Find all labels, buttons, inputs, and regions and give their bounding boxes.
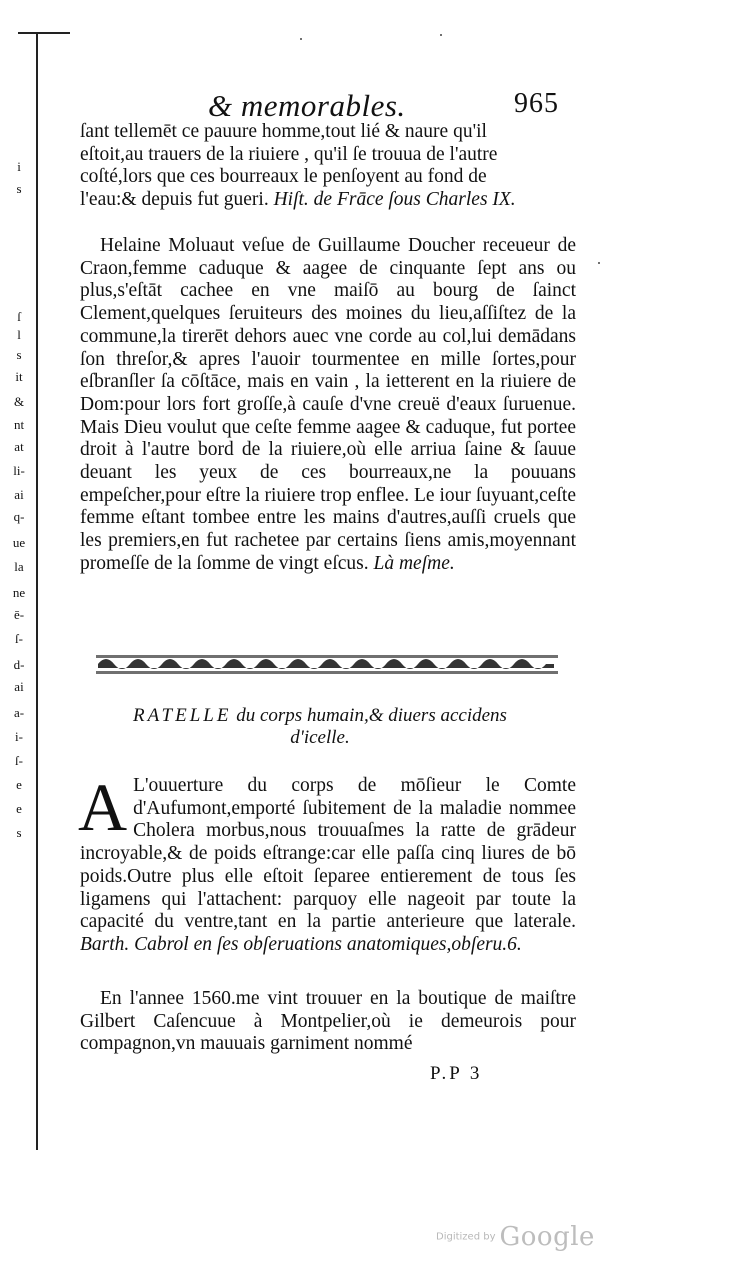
citation: Barth. Cabrol en ſes obſeruations anatomiques,obſeru.6. [80,933,522,955]
margin-fragment: s [16,825,22,840]
margin-fragment: q- [13,509,25,524]
digitized-watermark [436,1222,595,1252]
text-span: l'eau:& depuis fut gueri. [80,189,274,211]
margin-fragment: ſ- [15,631,23,646]
paragraph-continuation [80,121,576,212]
page-number: 965 [514,88,559,119]
margin-fragment: e [16,801,22,816]
scan-border-top [18,32,70,34]
text-line: ſant tellemēt ce pauure homme,tout lié & naure qu'il [80,121,487,142]
text-line: eſtoit,au trauers de la riuiere , qu'il ſe trouua de l'autre [80,143,498,165]
margin-fragment: l [17,327,21,342]
paragraph-text [78,769,576,957]
text-line [80,189,576,212]
margin-fragment: it [15,369,23,384]
section-title-rest: du corps humain,& diuers accidens d'icelle. [231,705,507,748]
margin-fragment: ſ [17,309,21,324]
margin-fragment: ē- [13,607,25,622]
section-title [110,705,530,749]
paragraph-annee-1560 [80,988,576,1056]
margin-fragment: ai [14,679,24,694]
citation: Hiſt. de Frāce ſous Charles IX. [273,189,516,211]
margin-fragment: ue [12,535,26,550]
text-line: coſté,lors que ces bourreaux le penſoyent au fond de [80,166,487,188]
margin-fragment: li- [13,463,25,478]
margin-fragment: e [16,777,22,792]
ornament-band [96,652,558,676]
watermark-prefix: Digitized by [436,1231,496,1243]
margin-fragment: i- [15,729,23,744]
scan-speck [300,38,302,40]
margin-fragment: & [13,394,25,409]
text-span: L'ouuerture du corps de mōſieur le Comte d'Aufumont,emporté ſubitement de la maladie nommee Cholera morbus,nous trouuaſmes la ratte de grādeur incroyable,& de poids eſtrange:car elle paſſa cinq liures de bō poids.Outre plus elle eſtoit ſeparee entierement de tous ſes ligamens qui l'attachent: parquoy elle nageoit par toute la capacité du ventre,tant en la partie anterieure que laterale. [80,775,576,933]
margin-fragment: a- [13,705,25,720]
margin-fragment: s [16,347,22,362]
scan-speck [598,262,600,264]
paragraph-text [80,235,576,576]
text-span: Helaine Moluaut veſue de Guillaume Doucher receueur de Craon,femme caduque & aagee de cinquante ſept ans ou plus,s'eſtāt cachee en vne maiſō au bourg de ſainct Clement,quelques ſeruiteurs des moines du lieu,aſſiſtez de la commune,la tirerēt dehors auec vne corde au col,lui demādans ſon threſor,& apres l'auoir tourmentee en mille ſortes,pour eſbranſler ſa cōſtāce, mais en vain , la ietterent en la riuiere de Dom:pour lors fort groſſe,à cauſe d'vne creuë d'eaux ſuruenue. Mais Dieu voulut que ceſte femme aagee & caduque, fut portee droit à l'autre bord de la riuiere,où elle arriua ſaine & ſauue deuant les yeux de ces bourreaux,ne la pouuans empeſcher,pour eſtre la riuiere trop enflee. Le iour ſuyuant,ceſte femme eſtant tombee entre les mains d'autres,auſſi cruels que les premiers,en fut rachetee par certains ſiens amis,moyennant promeſſe de la ſomme de vingt eſcus. [80,235,576,574]
margin-fragment: d- [13,657,25,672]
margin-fragment: ai [14,487,24,502]
paragraph-ouuerture [78,769,576,957]
paragraph-text: En l'annee 1560.me vint trouuer en la boutique de maiſtre Gilbert Caſencuue à Montpelier,où ie demeurois pour compagnon,vn mauuais garniment nommé [80,988,576,1055]
scan-speck [440,34,442,36]
paragraph-helaine [80,235,576,576]
margin-fragment: s [16,181,22,196]
margin-fragment: i [17,159,21,174]
running-head-title: & memorables. [208,88,406,123]
section-title-word: RATELLE [133,705,232,726]
citation: Là meſme. [373,552,455,574]
margin-fragment: ne [12,585,26,600]
margin-fragment: ſ- [15,753,23,768]
scan-border-left [36,32,38,1150]
margin-fragment: la [14,559,24,574]
drop-cap: A [78,769,128,845]
margin-fragment: at [14,439,24,454]
google-logo: Google [499,1222,595,1252]
signature-mark: P.P 3 [430,1063,483,1084]
margin-fragment: nt [13,417,25,432]
